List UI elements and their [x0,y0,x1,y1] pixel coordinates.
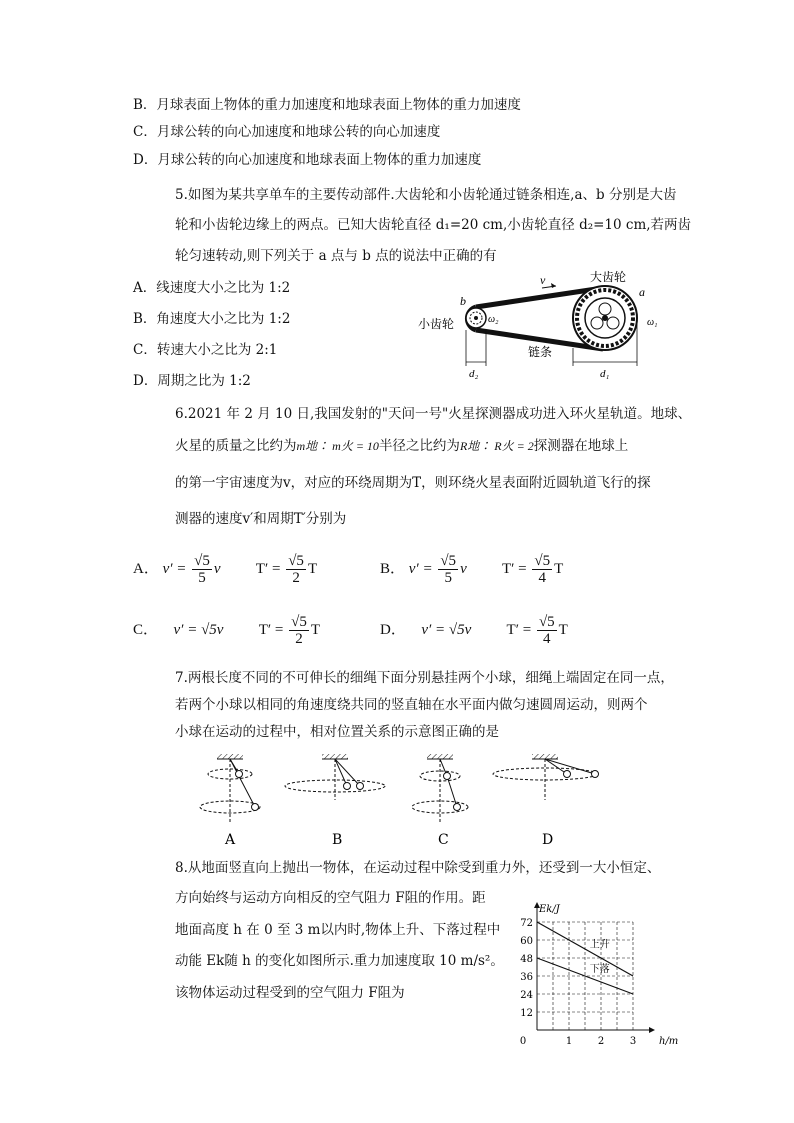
chart-labels [538,904,678,1047]
q4-option-b: B．月球表面上物体的重力加速度和地球表面上物体的重力加速度 [133,97,521,113]
q6-option-a: A． v′ = $\frac{√5}{5}$ v T′ = $\frac{√5}{2}$ T [133,553,318,586]
label-a: a [639,285,645,299]
q6-option-c: C． v′ = √5v T′ = $\frac{√5}{2}$ T [133,614,321,647]
q6-option-b: B． v′ = $\frac{√5}{5}$ v T′ = $\frac{√5}{4}$ T [380,553,564,586]
label-chain: 链条 [528,345,553,359]
y-tick-label: 12 [520,1008,533,1019]
q5-option-c: C．转速大小之比为 2:1 [133,342,278,358]
q4-option-d: D．月球公转的向心加速度和地球表面上物体的重力加速度 [133,152,482,168]
x-tick-label: 3 [629,1036,637,1047]
q6-stem-line1: 6.2021 年 2 月 10 日,我国发射的"天问一号"火星探测器成功进入环火星轨道。地球、 [175,406,692,422]
q5-stem-line1: 5.如图为某共享单车的主要传动部件.大齿轮和小齿轮通过链条相连,a、b 分别是大齿 [175,187,677,203]
series-label: 上升 [589,939,610,951]
q5-stem-line3: 轮匀速转动,则下列关于 a 点与 b 点的说法中正确的有 [175,248,497,264]
y-tick-label: 72 [520,918,533,929]
label-omega2: ω₂ [488,314,499,325]
q5-option-a: A．线速度大小之比为 1:2 [133,280,291,296]
origin-label: 0 [519,1036,527,1047]
y-tick-label: 36 [520,972,533,983]
pendulum-option-a [200,754,260,822]
q8-stem-line2: 方向始终与运动方向相反的空气阻力 F阻的作用。距 [175,890,486,906]
gear-diagram [410,270,670,385]
y-tick-label: 60 [520,936,533,947]
pendulum-option-c [412,754,468,822]
q6-stem-line4: 测器的速度v′和周期T′分别为 [175,511,347,527]
series-label: 下落 [589,963,610,975]
q7-stem-line1: 7.两根长度不同的不可伸长的细绳下面分别悬挂两个小球，细绳上端固定在同一点， [175,670,674,686]
x-axis-label: h/m [659,1036,679,1047]
label-v: v [540,273,546,287]
label-option-c: C [438,832,449,848]
label-small-gear: 小齿轮 [418,317,455,331]
pendulum-diagrams [195,752,625,852]
q8-stem-line5: 该物体运动过程受到的空气阻力 F阻为 [175,985,405,1001]
q4-option-c: C．月球公转的向心加速度和地球公转的向心加速度 [133,124,441,140]
pendulum-option-d [493,754,599,800]
label-option-b: B [332,832,343,848]
q6-option-d: D． v′ = √5v T′ = $\frac{√5}{4}$ T [380,614,568,647]
q7-stem-line3: 小球在运动的过程中，相对位置关系的示意图正确的是 [175,724,499,740]
y-tick-label: 48 [520,954,533,965]
pendulum-option-b [285,754,385,800]
y-tick-label: 24 [520,990,533,1001]
label-b: b [460,294,466,308]
q5-stem-line2: 轮和小齿轮边缘上的两点。已知大齿轮直径 d₁=20 cm,小齿轮直径 d₂=10 cm,若两齿 [175,217,692,233]
label-big-gear: 大齿轮 [590,270,627,284]
label-d2: d₂ [469,368,479,380]
q7-stem-line2: 若两个小球以相同的角速度绕共同的竖直轴在水平面内做匀速圆周运动，则两个 [175,697,648,713]
x-tick-label: 2 [597,1036,605,1047]
q6-stem-line2: 火星的质量之比约为m地∶ m火 = 10半径之比约为R地∶ R火 = 2探测器在地球上 [175,438,629,454]
label-omega1: ω₁ [647,317,658,328]
x-axis-arrow [649,1027,655,1033]
x-tick-label: 1 [565,1036,573,1047]
q8-stem-line3: 地面高度 h 在 0 至 3 m以内时,物体上升、下落过程中 [175,922,501,938]
y-axis-label: Ek/J [539,904,560,915]
q6-stem-line3: 的第一宇宙速度为v，对应的环绕周期为T，则环绕火星表面附近圆轨道飞行的探 [175,475,651,491]
q8-stem-line4: 动能 Ek随 h 的变化如图所示.重力加速度取 10 m/s²。 [175,953,504,969]
label-d1: d₁ [600,368,610,380]
label-option-a: A [225,832,236,848]
big-gear-icon [573,286,637,350]
small-gear-icon [466,308,486,328]
q5-option-d: D．周期之比为 1:2 [133,373,251,389]
q5-option-b: B．角速度大小之比为 1:2 [133,311,291,327]
label-option-d: D [542,832,554,848]
ek-h-chart [505,898,679,1048]
q8-stem-line1: 8.从地面竖直向上抛出一物体，在运动过程中除受到重力外，还受到一大小恒定、 [175,860,661,876]
